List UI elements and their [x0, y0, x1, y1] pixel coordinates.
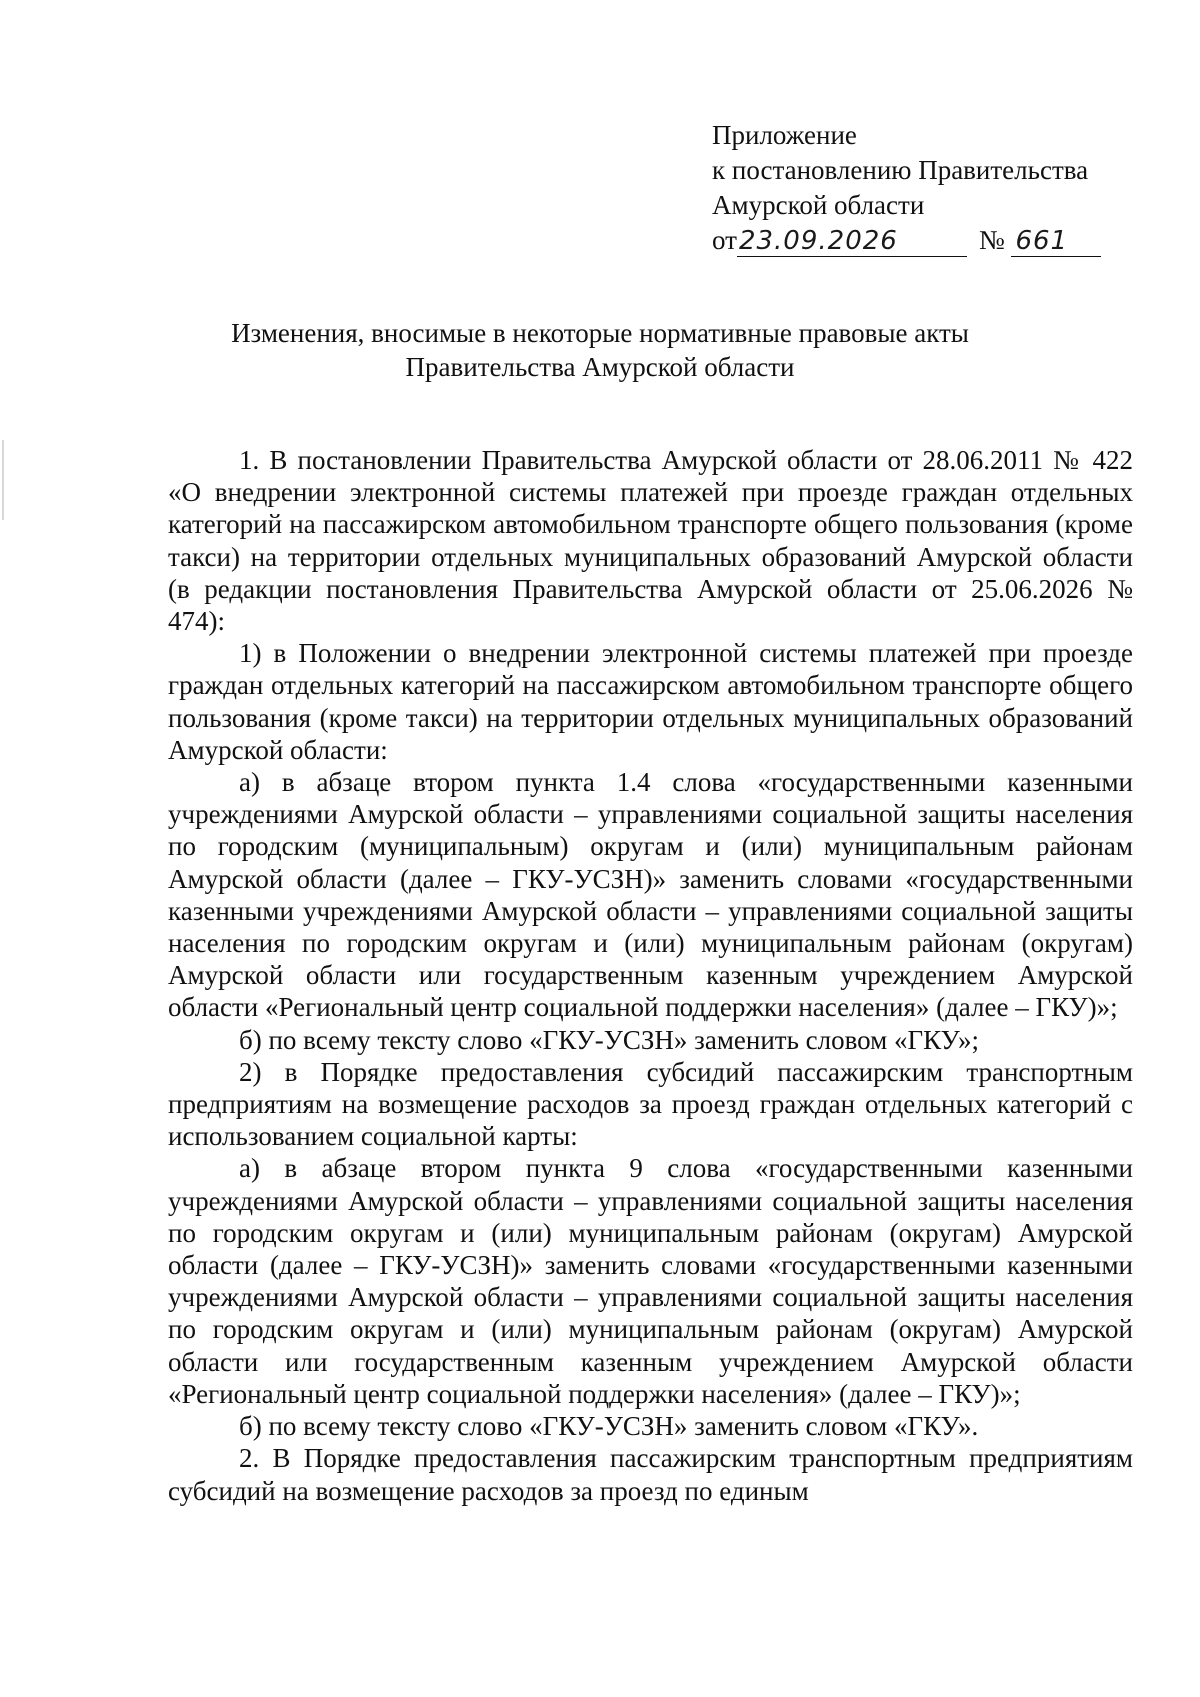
- appendix-line: Амурской области: [712, 190, 925, 220]
- title-line: Правительства Амурской области: [405, 352, 795, 382]
- date-prefix: от: [712, 225, 737, 255]
- handwritten-date: 23.09.2026: [738, 226, 898, 256]
- document-title: [0, 316, 1200, 384]
- number-label: №: [978, 225, 1005, 255]
- date-field: [737, 225, 967, 257]
- appendix-date-line: [712, 223, 1101, 258]
- appendix-line: к постановлению Правительства: [712, 155, 1089, 185]
- body-paragraph: б) по всему тексту слово «ГКУ-УСЗН» заменить словом «ГКУ»;: [239, 1024, 979, 1055]
- body-paragraph: 1. В постановлении Правительства Амурской области от 28.06.2011 № 422 «О внедрении электронной системы платежей при проезде граждан отдельных категорий на пассажирском автомобильном транспорте общего пользования (кроме такси) на территории отдельных муниципальных образований Амурской области (в редакции постановления Правительства Амурской области от 25.06.2026 № 474):: [168, 445, 1133, 637]
- number-field: [1011, 225, 1101, 257]
- body-paragraph: 2. В Порядке предоставления пассажирским транспортным предприятиям субсидий на возмещение расходов за проезд по единым: [168, 1443, 1133, 1506]
- document-body: [168, 444, 1133, 1507]
- appendix-line: Приложение: [712, 120, 857, 150]
- title-line: Изменения, вносимые в некоторые нормативные правовые акты: [231, 318, 969, 348]
- body-paragraph: а) в абзаце втором пункта 1.4 слова «государственными казенными учреждениями Амурской области – управлениями социальной защиты населения по городским (муниципальным) округам и (или) муниципальным районам Амурской области (далее – ГКУ-УСЗН)» заменить словами «государственными казенными учреждениями Амурской области – управлениями социальной защиты населения по городским округам и (или) муниципальным районам (округам) Амурской области или государственным казенным учреждением Амурской области «Региональный центр социальной поддержки населения» (далее – ГКУ)»;: [168, 767, 1133, 1023]
- scan-edge-mark: [2, 440, 4, 520]
- appendix-header: [712, 118, 1101, 258]
- body-paragraph: б) по всему тексту слово «ГКУ-УСЗН» заменить словом «ГКУ».: [239, 1411, 979, 1442]
- body-paragraph: а) в абзаце втором пункта 9 слова «государственными казенными учреждениями Амурской области – управлениями социальной защиты населения по городским округам и (или) муниципальным районам (округам) Амурской области (далее – ГКУ-УСЗН)» заменить словами «государственными казенными учреждениями Амурской области – управлениями социальной защиты населения по городским округам и (или) муниципальным районам (округам) Амурской области или государственным казенным учреждением Амурской области «Региональный центр социальной поддержки населения» (далее – ГКУ)»;: [168, 1153, 1133, 1409]
- handwritten-number: 661: [1015, 226, 1069, 256]
- body-paragraph: 2) в Порядке предоставления субсидий пассажирским транспортным предприятиям на возмещение расходов за проезд граждан отдельных категорий с использованием социальной карты:: [168, 1056, 1133, 1152]
- body-paragraph: 1) в Положении о внедрении электронной системы платежей при проезде граждан отдельных категорий на пассажирском автомобильном транспорте общего пользования (кроме такси) на территории отдельных муниципальных образований Амурской области:: [168, 638, 1133, 765]
